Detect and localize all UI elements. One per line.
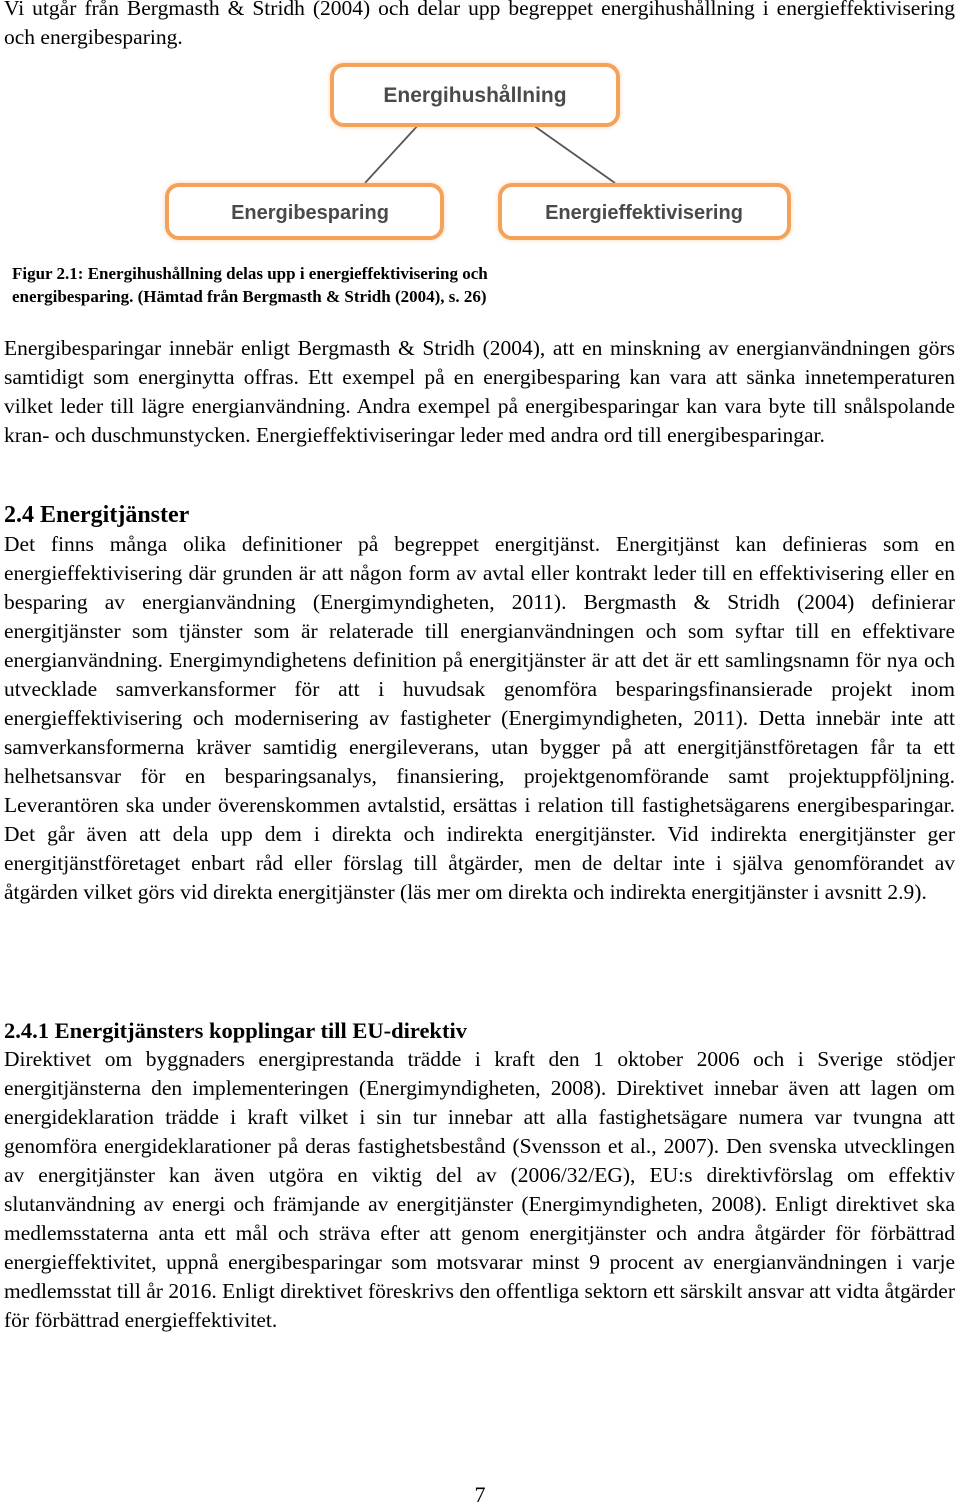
page-number: 7 (474, 1482, 486, 1507)
section-heading-2-4: 2.4 Energitjänster (4, 502, 190, 528)
left-box-label: Energibesparing (231, 202, 389, 224)
top-box-label: Energihushållning (383, 84, 567, 107)
caption-line-1: Figur 2.1: Energihushållning delas upp i energieffektivisering och (12, 264, 488, 283)
figure-caption (12, 262, 572, 308)
left-box (167, 185, 442, 238)
connector-right (530, 123, 615, 183)
paragraph-energibesparing: Energibesparingar innebär enligt Bergmasth & Stridh (2004), att en minskning av energianvändningen görs samtidigt som energinytta offras. Ett exempel på en energibesparing kan vara att sänka innetemperaturen vilket leder till lägre energianvändning. Andra exempel på energibesparingar kan vara byte till snålspolande kran- och duschmunstycken. Energieffektiviseringar leder med andra ord till energibesparingar. (4, 336, 955, 447)
energy-hierarchy-diagram (0, 55, 960, 260)
section-body-2-4: Det finns många olika definitioner på begreppet energitjänst. Energitjänst kan definieras som en energieffektivisering där grunden är att någon form av avtal eller kontrakt leder till en effektivisering eller en besparing av energianvändning (Energimyndigheten, 2011). Bergmasth & Stridh (2004) definierar energitjänster som tjänster som är relaterade till energianvändningen och som syftar till en effektivare energianvändning. Energimyndighetens definition på energitjänster är att det är ett samlingsnamn för nya och utvecklade samverkansformer för att i huvudsak genomföra besparingsfinansierade projekt inom energieffektivisering och modernisering av fastigheter (Energimyndigheten, 2011). Detta innebär inte att samverkansformerna kräver samtidig energileverans, utan bygger på att energitjänstföretagen får ta ett helhetsansvar för en besparingsanalys, finansiering, projektgenomförande samt projektuppföljning. Leverantören ska under överenskommen avtalstid, ersättas i relation till fastighetsägarens energibesparingar. Det går även att dela upp dem i direkta och indirekta energitjänster. Vid indirekta energitjänster ger energitjänstföretaget enbart råd eller förslag till åtgärder, men de deltar inte i själva genomförandet av åtgärden vilket görs vid direkta energitjänster (läs mer om direkta och indirekta energitjänster i avsnitt 2.9). (4, 532, 955, 904)
right-box-label: Energieffektivisering (545, 202, 743, 224)
intro-paragraph: Vi utgår från Bergmasth & Stridh (2004) och delar upp begreppet energihushållning i energieffektivisering och energibesparing. (4, 0, 955, 49)
section-heading-2-4-1: 2.4.1 Energitjänsters kopplingar till EU-direktiv (4, 1018, 467, 1043)
top-box (332, 65, 618, 125)
section-body-2-4-1: Direktivet om byggnaders energiprestanda trädde i kraft den 1 oktober 2006 och i Sverige stödjer energitjänsterna den implementeringen (Energimyndigheten, 2008). Direktivet innebar även att lagen om energideklaration trädde i kraft vilket i sin tur innebar att alla fastighetsägare numera var tvungna att genomföra energideklarationer på deras fastighetsbestånd (Svensson et al., 2007). Den svenska utvecklingen av energitjänster kan även utgöra en viktig del av (2006/32/EG), EU:s direktivförslag om effektiv slutanvändning av energi och främjande av energitjänster (Energimyndigheten, 2008). Enligt direktivet ska medlemsstaterna anta ett mål och sträva efter att genom energitjänster och andra åtgärder för förbättrad energieffektivitet, uppnå energibesparingar som motsvarar minst 9 procent av energianvändningen i varje medlemsstat till år 2016. Enligt direktivet föreskrivs den offentliga sektorn ett särskilt ansvar att vidta åtgärder för förbättrad energieffektivitet. (4, 1047, 955, 1332)
right-box (500, 185, 789, 238)
caption-line-2: energibesparing. (Hämtad från Bergmasth & Stridh (2004), s. 26) (12, 287, 487, 306)
connector-left (365, 123, 420, 183)
